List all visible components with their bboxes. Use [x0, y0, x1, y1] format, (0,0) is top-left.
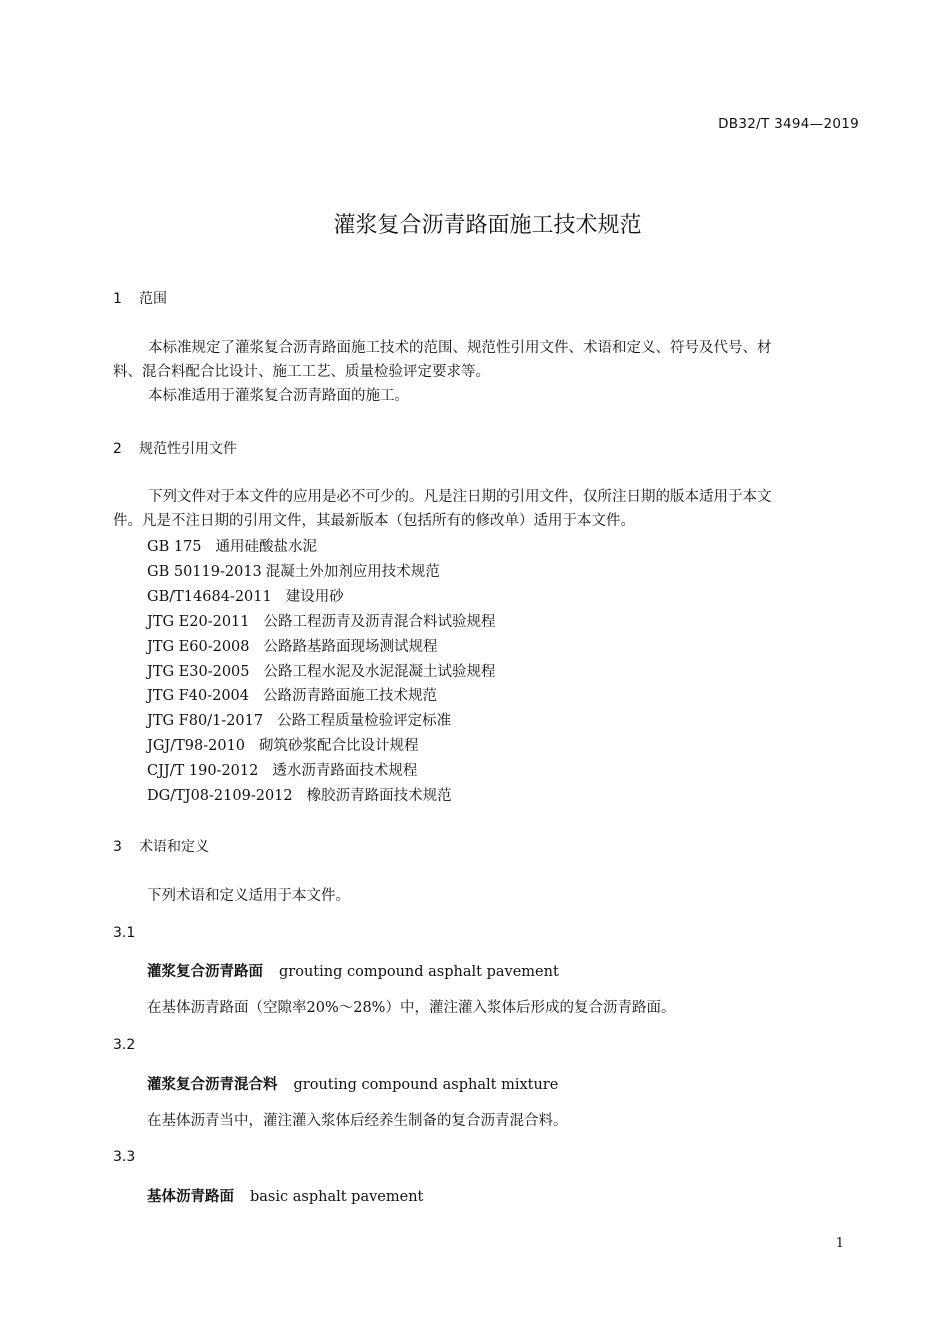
paragraph-line: 下列文件对于本文件的应用是必不可少的。凡是注日期的引用文件，仅所注日期的版本适用于本文 — [148, 489, 772, 505]
standard-code: DB32/T 3494—2019 — [718, 116, 859, 132]
section-2-heading — [113, 438, 237, 458]
reference-code: JTG F40-2004 — [147, 688, 249, 705]
reference-name: 公路工程水泥及水泥混凝土试验规程 — [263, 663, 496, 680]
term-chinese: 灌浆复合沥青路面 — [147, 964, 263, 980]
term-english: grouting compound asphalt pavement — [279, 964, 559, 980]
reference-name: 公路工程质量检验评定标准 — [277, 713, 452, 730]
term-entry — [147, 1073, 558, 1094]
term-number: 3.2 — [113, 1037, 136, 1053]
section-2-intro-paragraph — [113, 485, 859, 533]
reference-name: 公路工程沥青及沥青混合料试验规程 — [263, 613, 496, 630]
term-english: grouting compound asphalt mixture — [293, 1077, 559, 1093]
section-1-heading — [113, 288, 167, 308]
reference-item — [147, 734, 496, 759]
paragraph-line: 本标准规定了灌浆复合沥青路面施工技术的范围、规范性引用文件、术语和定义、符号及代号、材 — [148, 340, 772, 356]
section-3-intro: 下列术语和定义适用于本文件。 — [147, 888, 350, 904]
reference-item — [147, 709, 496, 734]
reference-code: GB 175 — [147, 539, 202, 555]
reference-item — [147, 684, 496, 709]
reference-item — [147, 585, 496, 610]
normative-reference-list — [147, 535, 496, 809]
term-definition: 在基体沥青当中，灌注灌入浆体后经养生制备的复合沥青混合料。 — [147, 1113, 568, 1129]
reference-item — [147, 660, 496, 685]
reference-item — [147, 784, 496, 809]
reference-item — [147, 635, 496, 660]
section-number: 3 — [113, 839, 122, 855]
term-entry — [147, 960, 559, 981]
section-title: 术语和定义 — [139, 839, 209, 855]
reference-item — [147, 560, 496, 585]
section-number: 1 — [113, 291, 122, 307]
reference-item — [147, 535, 496, 560]
reference-item — [147, 610, 496, 635]
reference-code: GB 50119-2013 — [147, 563, 262, 580]
section-number: 2 — [113, 441, 122, 457]
reference-code: DG/TJ08-2109-2012 — [147, 788, 293, 805]
reference-code: JGJ/T98-2010 — [147, 738, 246, 755]
reference-code: JTG E60-2008 — [147, 638, 250, 655]
term-number: 3.3 — [113, 1149, 136, 1165]
reference-code: JTG E20-2011 — [147, 613, 250, 630]
term-chinese: 灌浆复合沥青混合料 — [147, 1077, 278, 1093]
reference-name: 建设用砂 — [285, 588, 344, 605]
reference-name: 公路路基路面现场测试规程 — [263, 638, 438, 655]
paragraph-line: 件。凡是不注日期的引用文件，其最新版本（包括所有的修改单）适用于本文件。 — [113, 513, 635, 529]
document-title: 灌浆复合沥青路面施工技术规范 — [333, 213, 642, 238]
reference-code: CJJ/T 190-2012 — [147, 763, 259, 780]
section-1-scope-paragraph — [113, 336, 859, 408]
reference-name: 混凝土外加剂应用技术规范 — [265, 563, 440, 580]
term-number: 3.1 — [113, 925, 136, 941]
reference-code: GB/T14684-2011 — [147, 588, 272, 605]
reference-code: JTG E30-2005 — [147, 663, 250, 680]
term-definition: 在基体沥青路面（空隙率20%～28%）中，灌注灌入浆体后形成的复合沥青路面。 — [147, 1000, 676, 1016]
reference-name: 透水沥青路面技术规程 — [272, 763, 418, 780]
term-chinese: 基体沥青路面 — [147, 1189, 234, 1205]
section-3-heading — [113, 836, 209, 856]
section-title: 规范性引用文件 — [139, 441, 237, 457]
term-entry — [147, 1185, 423, 1206]
reference-name: 通用硅酸盐水泥 — [215, 539, 318, 555]
paragraph-line: 本标准适用于灌浆复合沥青路面的施工。 — [148, 388, 409, 404]
paragraph-line: 料、混合料配合比设计、施工工艺、质量检验评定要求等。 — [113, 364, 490, 380]
reference-name: 公路沥青路面施工技术规范 — [263, 688, 437, 705]
reference-name: 砌筑砂浆配合比设计规程 — [259, 738, 419, 755]
reference-name: 橡胶沥青路面技术规范 — [306, 788, 452, 805]
reference-code: JTG F80/1-2017 — [147, 713, 264, 730]
term-english: basic asphalt pavement — [250, 1189, 424, 1205]
reference-item — [147, 759, 496, 784]
section-title: 范围 — [139, 291, 167, 307]
page-number: 1 — [835, 1236, 844, 1251]
